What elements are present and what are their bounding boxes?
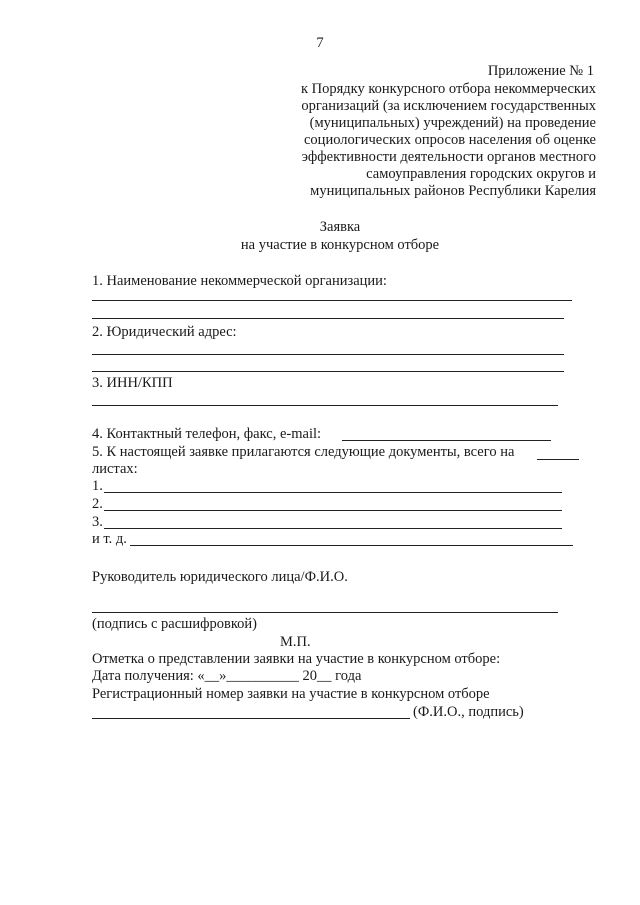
doc-item-number: 3.	[92, 514, 103, 530]
appendix-line: к Порядку конкурсного отбора некоммерческих	[300, 81, 596, 97]
doc-item-blank-line[interactable]	[130, 545, 573, 546]
field-documents-label: 5. К настоящей заявке прилагаются следующие документы, всего на	[92, 444, 515, 460]
doc-item-blank-line[interactable]	[104, 528, 562, 529]
field-documents-label-cont: листах:	[92, 461, 138, 477]
doc-item-etc: и т. д.	[92, 531, 127, 547]
head-label: Руководитель юридического лица/Ф.И.О.	[92, 569, 348, 585]
appendix-line: самоуправления городских округов и	[366, 166, 596, 182]
doc-item-number: 2.	[92, 496, 103, 512]
appendix-line: социологических опросов населения об оценке	[304, 132, 596, 148]
address-blank-line[interactable]	[92, 354, 564, 355]
sheets-count-blank[interactable]	[537, 459, 579, 460]
doc-item-blank-line[interactable]	[104, 510, 562, 511]
fio-sign-hint: (Ф.И.О., подпись)	[413, 704, 524, 720]
appendix-line: организаций (за исключением государственных	[301, 98, 596, 114]
field-contacts-label: 4. Контактный телефон, факс, e-mail:	[92, 426, 322, 442]
doc-item-blank-line[interactable]	[104, 492, 562, 493]
receipt-date-label: Дата получения: «__»__________ 20__ года	[92, 668, 362, 684]
appendix-line: муниципальных районов Республики Карелия	[310, 183, 596, 199]
appendix-line: (муниципальных) учреждений) на проведение	[309, 115, 596, 131]
page-number: 7	[316, 35, 324, 51]
doc-item-number: 1.	[92, 478, 103, 494]
registration-blank-line[interactable]	[92, 718, 410, 719]
address-blank-line[interactable]	[92, 371, 564, 372]
document-subtitle: на участие в конкурсном отборе	[240, 237, 440, 253]
appendix-title: Приложение № 1	[487, 63, 594, 79]
signature-blank-line[interactable]	[92, 612, 558, 613]
registration-number-label: Регистрационный номер заявки на участие в конкурсном отборе	[92, 686, 490, 702]
document-title: Заявка	[319, 219, 361, 235]
signature-hint: (подпись с расшифровкой)	[92, 616, 257, 632]
field-legal-address-label: 2. Юридический адрес:	[92, 324, 237, 340]
stamp-label: М.П.	[280, 634, 311, 650]
org-name-blank-line[interactable]	[92, 318, 564, 319]
field-org-name-label: 1. Наименование некоммерческой организации:	[92, 273, 387, 289]
appendix-line: эффективности деятельности органов местного	[301, 149, 596, 165]
org-name-blank-line[interactable]	[92, 300, 572, 301]
contacts-blank-line[interactable]	[342, 440, 551, 441]
registration-mark-label: Отметка о представлении заявки на участие в конкурсном отборе:	[92, 651, 501, 667]
field-inn-kpp-label: 3. ИНН/КПП	[92, 375, 173, 391]
inn-kpp-blank-line[interactable]	[92, 405, 558, 406]
